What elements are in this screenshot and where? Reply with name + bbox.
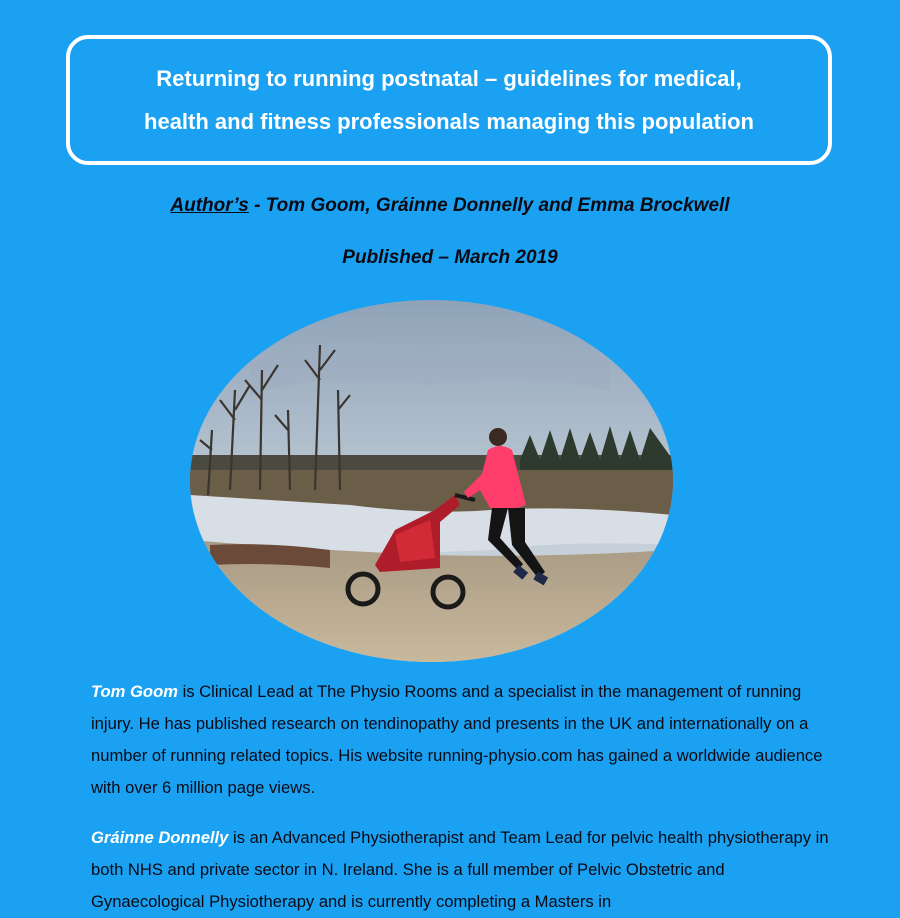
bio-text: is Clinical Lead at The Physio Rooms and a specialist in the management of running injury. He has published research on tendinopathy and presents in the UK and internationally on a number of running related topics. His website running-physio.com has gained a worldwide audience with over 6 million page views. [91,682,823,797]
published-date: Published – March 2019 [342,247,558,268]
photo-woman-running-with-pram [190,300,673,662]
bio-text: is an Advanced Physiotherapist and Team Lead for pelvic health physiotherapy in both NHS and private sector in N. Ireland. She is a full member of Pelvic Obstetric and Gynaecological Physiotherapy and is currently completing a Masters in [91,828,829,911]
bio-name: Tom Goom [91,682,178,701]
authors-label: Author’s [170,195,249,216]
bio-grainne-donnelly [91,822,831,918]
document-title-line-2: health and fitness professionals managing this population [144,109,754,134]
authors-names: - Tom Goom, Gráinne Donnelly and Emma Brockwell [248,195,730,216]
bio-tom-goom [91,676,831,804]
bio-name: Gráinne Donnelly [91,828,229,847]
title-box [66,35,832,165]
document-title-line-1: Returning to running postnatal – guidelines for medical, [156,66,742,91]
authors-line [0,195,900,217]
